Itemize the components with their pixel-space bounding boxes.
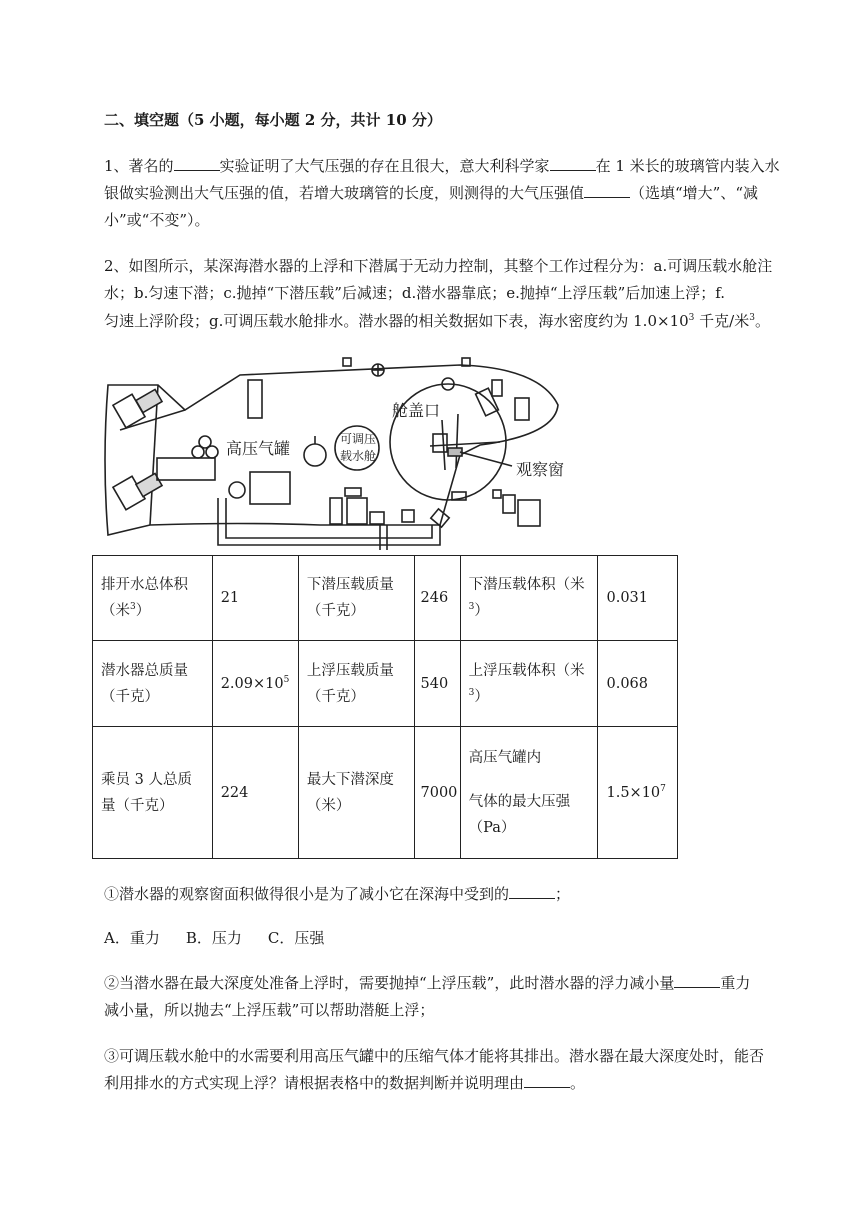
cell-text: 乘员 3 人总质 bbox=[101, 771, 192, 788]
sub2-text: ②当潜水器在最大深度处准备上浮时，需要抛掉“上浮压载”，此时潜水器的浮力减小量 bbox=[104, 974, 675, 992]
q2-text: 匀速上浮阶段；g.可调压载水舱排水。潜水器的相关数据如下表，海水密度约为 1.0×10 bbox=[104, 312, 689, 330]
cell-text: 潜水器总质量 bbox=[101, 662, 188, 679]
cell-text: ） bbox=[135, 603, 151, 619]
cell-text: ） bbox=[474, 688, 489, 705]
cell-text: 气体的最大压强 bbox=[468, 793, 571, 810]
q2-line-1: 2、如图所示，某深海潜水器的上浮和下潜属于无动力控制，其整个工作过程分为：a.可调压载水舱注 bbox=[104, 257, 773, 275]
table-cell bbox=[93, 727, 213, 859]
cell-text: 排开水总体积 bbox=[101, 577, 188, 593]
cell-text bbox=[469, 684, 590, 710]
table-cell bbox=[212, 641, 298, 727]
superscript: 3 bbox=[468, 602, 475, 612]
sub3-line-1: ③可调压载水舱中的水需要利用高压气罐中的压缩气体才能将其排出。潜水器在最大深度处时，能否 bbox=[104, 1047, 765, 1065]
superscript: 3 bbox=[688, 313, 695, 323]
table-row bbox=[93, 641, 678, 727]
q1-line-2 bbox=[104, 183, 804, 203]
table-cell: 540 bbox=[414, 641, 460, 727]
table-cell bbox=[298, 727, 414, 859]
cell-text: （Pa） bbox=[468, 819, 516, 836]
data-table bbox=[92, 555, 678, 859]
table-cell: 246 bbox=[414, 556, 460, 641]
sub2-line-1 bbox=[104, 973, 804, 993]
q1-text: 银做实验测出大气压强的值，若增大玻璃管的长度，则测得的大气压强值 bbox=[104, 184, 585, 202]
cell-text: 下潜压载体积（米 bbox=[468, 577, 585, 593]
sub1-text: ； bbox=[555, 885, 571, 903]
table-cell: 0.068 bbox=[598, 641, 678, 727]
cell-text: 1.5×10 bbox=[606, 784, 661, 801]
table-row bbox=[93, 727, 678, 859]
q1-line-3: 小”或“不变”）。 bbox=[104, 211, 210, 229]
ballast-tank-label-1: 可调压 bbox=[340, 432, 377, 446]
options-line bbox=[104, 928, 804, 948]
cell-text bbox=[469, 598, 590, 624]
table-cell: 224 bbox=[212, 727, 298, 859]
cell-text: （千克） bbox=[306, 603, 365, 619]
cell-text: 高压气罐内 bbox=[468, 749, 542, 766]
answer-blank[interactable] bbox=[509, 884, 555, 899]
q1-line-1 bbox=[104, 156, 804, 176]
table-cell bbox=[460, 556, 598, 641]
q2-line-3 bbox=[104, 311, 804, 331]
cell-text: 最大下潜深度 bbox=[306, 771, 394, 788]
cell-text: 量（千克） bbox=[101, 797, 174, 814]
answer-blank[interactable] bbox=[674, 973, 720, 988]
table-cell bbox=[298, 641, 414, 727]
sub3-line-2 bbox=[104, 1073, 804, 1093]
q1-text: （选填“增大”、“减 bbox=[630, 184, 759, 202]
table-cell bbox=[598, 727, 678, 859]
cell-text: 2.09×10 bbox=[220, 675, 284, 692]
ballast-tank-label-2: 载水舱 bbox=[340, 449, 377, 463]
q1-text: 在 1 米长的玻璃管内装入水 bbox=[595, 157, 780, 175]
cell-text: （米 bbox=[101, 603, 130, 619]
sub2-text: 重力 bbox=[720, 974, 751, 992]
sub1-text: ①潜水器的观察窗面积做得很小是为了减小它在深海中受到的 bbox=[104, 885, 510, 903]
superscript: 7 bbox=[660, 783, 666, 794]
cell-text: （米） bbox=[306, 797, 351, 814]
cell-text: （千克） bbox=[306, 688, 365, 705]
table-cell: 7000 bbox=[414, 727, 460, 859]
cell-text: （千克） bbox=[101, 688, 159, 705]
table-cell bbox=[460, 727, 598, 859]
answer-blank[interactable] bbox=[174, 156, 220, 171]
sub3-text: 利用排水的方式实现上浮？请根据表格中的数据判断并说明理由 bbox=[104, 1074, 525, 1092]
cell-text: 上浮压载体积（米 bbox=[468, 662, 585, 679]
cell-text bbox=[101, 598, 204, 624]
q1-text: 1、著名的 bbox=[104, 157, 174, 175]
sub1-line bbox=[104, 884, 804, 904]
sub2-line-2: 减小量，所以抛去“上浮压载”可以帮助潜艇上浮； bbox=[104, 1001, 435, 1019]
hatch-label: 舱盖口 bbox=[392, 401, 441, 420]
sub3-text: 。 bbox=[570, 1074, 586, 1092]
window-label: 观察窗 bbox=[516, 460, 565, 479]
superscript: 5 bbox=[283, 674, 290, 685]
q2-text: 千克/米 bbox=[694, 312, 750, 330]
option-a[interactable]: A．重力 bbox=[104, 929, 160, 947]
table-cell bbox=[298, 556, 414, 641]
table-cell: 0.031 bbox=[598, 556, 678, 641]
cell-text: 下潜压载质量 bbox=[306, 577, 394, 593]
table-cell bbox=[460, 641, 598, 727]
submersible-diagram bbox=[100, 350, 580, 555]
table-cell bbox=[93, 641, 213, 727]
superscript: 3 bbox=[130, 602, 136, 612]
q1-text: 实验证明了大气压强的存在且很大，意大利科学家 bbox=[219, 157, 550, 175]
pressure-tank-label: 高压气罐 bbox=[226, 439, 291, 458]
answer-blank[interactable] bbox=[524, 1073, 570, 1088]
q2-text: 。 bbox=[754, 312, 770, 330]
cell-text: 上浮压载质量 bbox=[306, 662, 394, 679]
option-c[interactable]: C．压强 bbox=[267, 929, 325, 947]
superscript: 3 bbox=[749, 313, 755, 323]
q2-line-2: 水；b.匀速下潜；c.抛掉“下潜压载”后减速；d.潜水器靠底；e.抛掉“上浮压载”后加速上浮；f. bbox=[104, 284, 726, 302]
section-heading: 二、填空题（5 小题，每小题 2 分，共计 10 分） bbox=[104, 111, 442, 129]
answer-blank[interactable] bbox=[550, 156, 596, 171]
superscript: 3 bbox=[468, 687, 475, 698]
table-cell bbox=[93, 556, 213, 641]
option-b[interactable]: B．压力 bbox=[185, 929, 242, 947]
cell-text: ） bbox=[474, 603, 489, 619]
table-cell: 21 bbox=[212, 556, 298, 641]
table-row bbox=[93, 556, 678, 641]
answer-blank[interactable] bbox=[584, 183, 630, 198]
